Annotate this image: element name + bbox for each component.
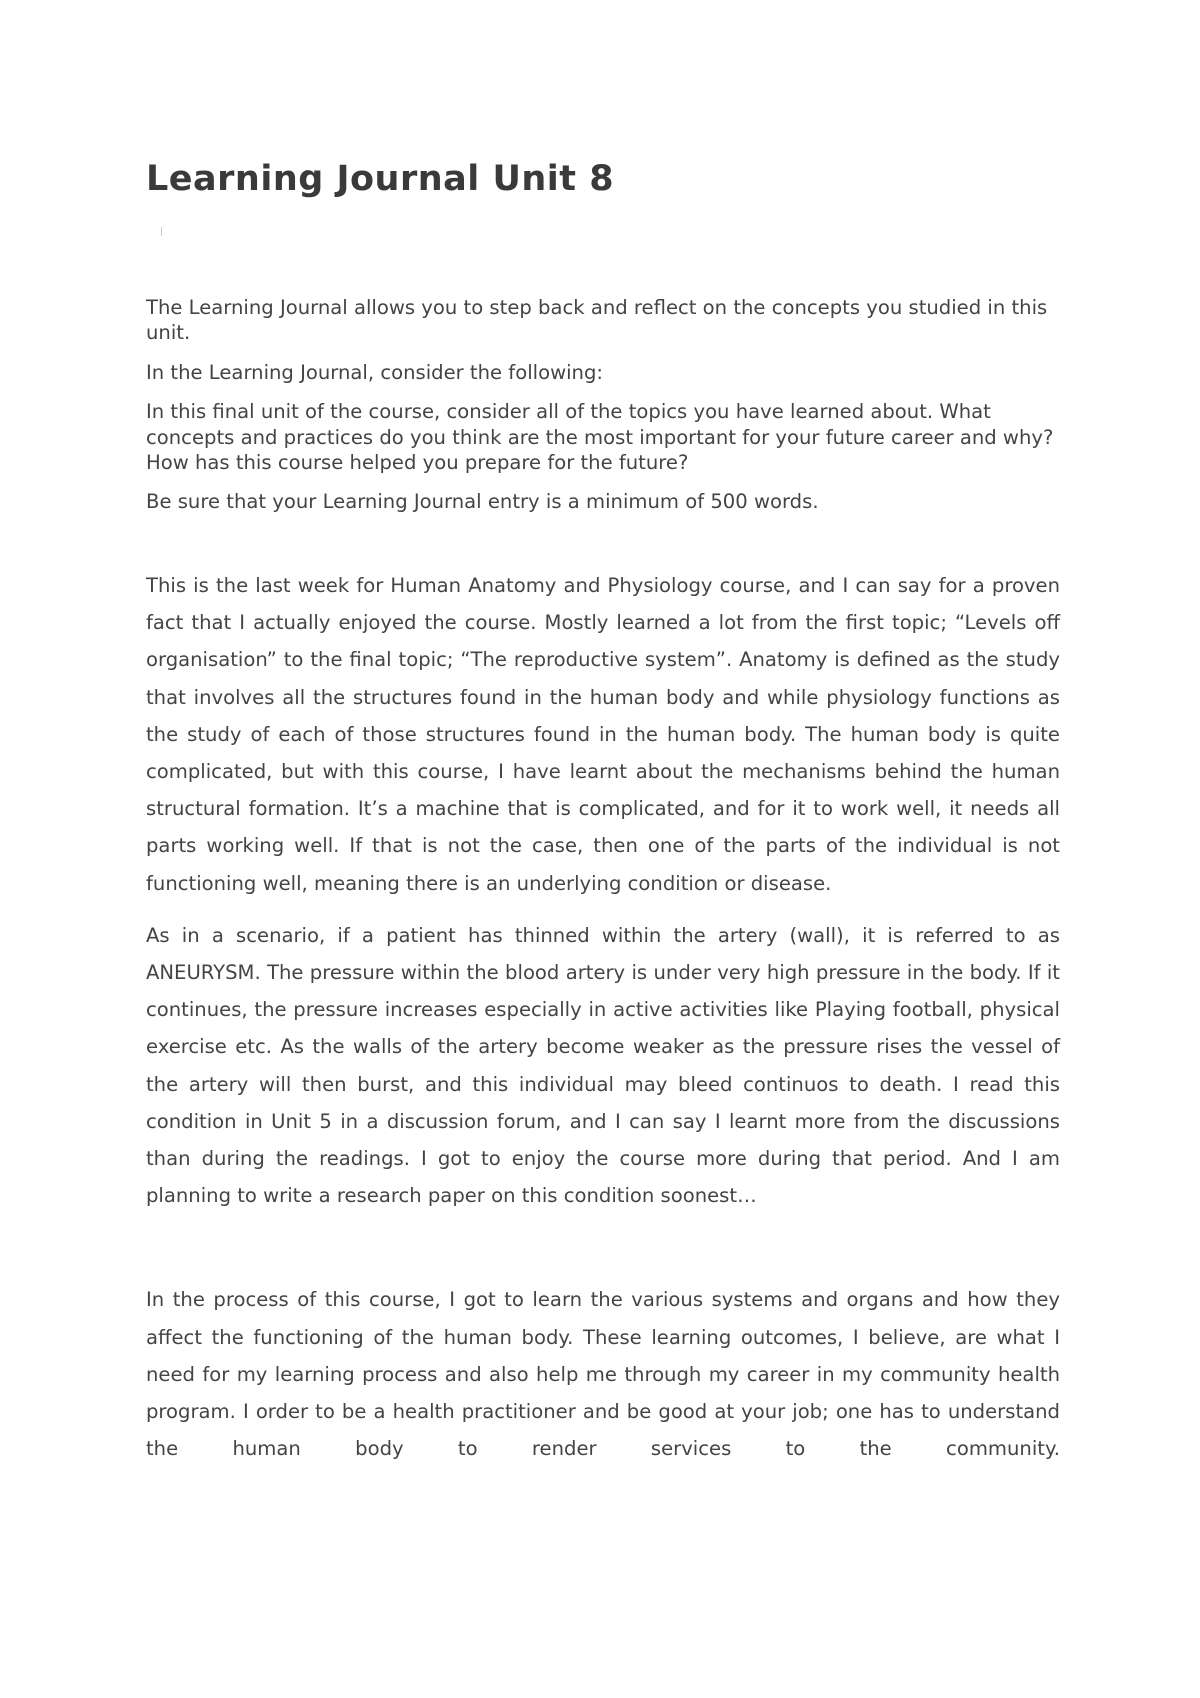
prompt-paragraph: In the Learning Journal, consider the following:	[146, 360, 603, 384]
entry-paragraph: In the process of this course, I got to learn the various systems and organs and how they affect the functioning of the human body. These learning outcomes, I believe, are what I need for my learning process and also help me through my career in my community health program. I order to be a health practitioner and be good at your job; one has to understand the human body to render services to the community.	[146, 1288, 1060, 1461]
journal-entry	[146, 567, 1060, 1467]
prompt-paragraph: The Learning Journal allows you to step back and reflect on the concepts you studied in this unit.	[146, 296, 1048, 345]
document-title: Learning Journal Unit 8	[146, 159, 615, 199]
prompt-paragraph: In this final unit of the course, consider all of the topics you have learned about. What concepts and practices do you think are the most important for your future career and why? How has this course helped you prepare for the future?	[146, 400, 1054, 475]
cursor-mark	[161, 227, 162, 236]
entry-paragraph: This is the last week for Human Anatomy and Physiology course, and I can say for a proven fact that I actually enjoyed the course. Mostly learned a lot from the first topic; “Levels off organisation” to the final topic; “The reproductive system”. Anatomy is defined as the study that involves all the structures found in the human body and while physiology functions as the study of each of those structures found in the human body. The human body is quite complicated, but with this course, I have learnt about the mechanisms behind the human structural formation. It’s a machine that is complicated, and for it to work well, it needs all parts working well. If that is not the case, then one of the parts of the individual is not functioning well, meaning there is an underlying condition or disease.	[146, 574, 1060, 895]
assignment-prompt	[146, 295, 1060, 529]
entry-paragraph: As in a scenario, if a patient has thinned within the artery (wall), it is referred to as ANEURYSM. The pressure within the blood artery is under very high pressure in the body. If it continues, the pressure increases especially in active activities like Playing football, physical exercise etc. As the walls of the artery become weaker as the pressure rises the vessel of the artery will then burst, and this individual may bleed continuos to death. I read this condition in Unit 5 in a discussion forum, and I can say I learnt more from the discussions than during the readings. I got to enjoy the course more during that period. And I am planning to write a research paper on this condition soonest…	[146, 923, 1060, 1208]
prompt-paragraph: Be sure that your Learning Journal entry is a minimum of 500 words.	[146, 490, 819, 514]
